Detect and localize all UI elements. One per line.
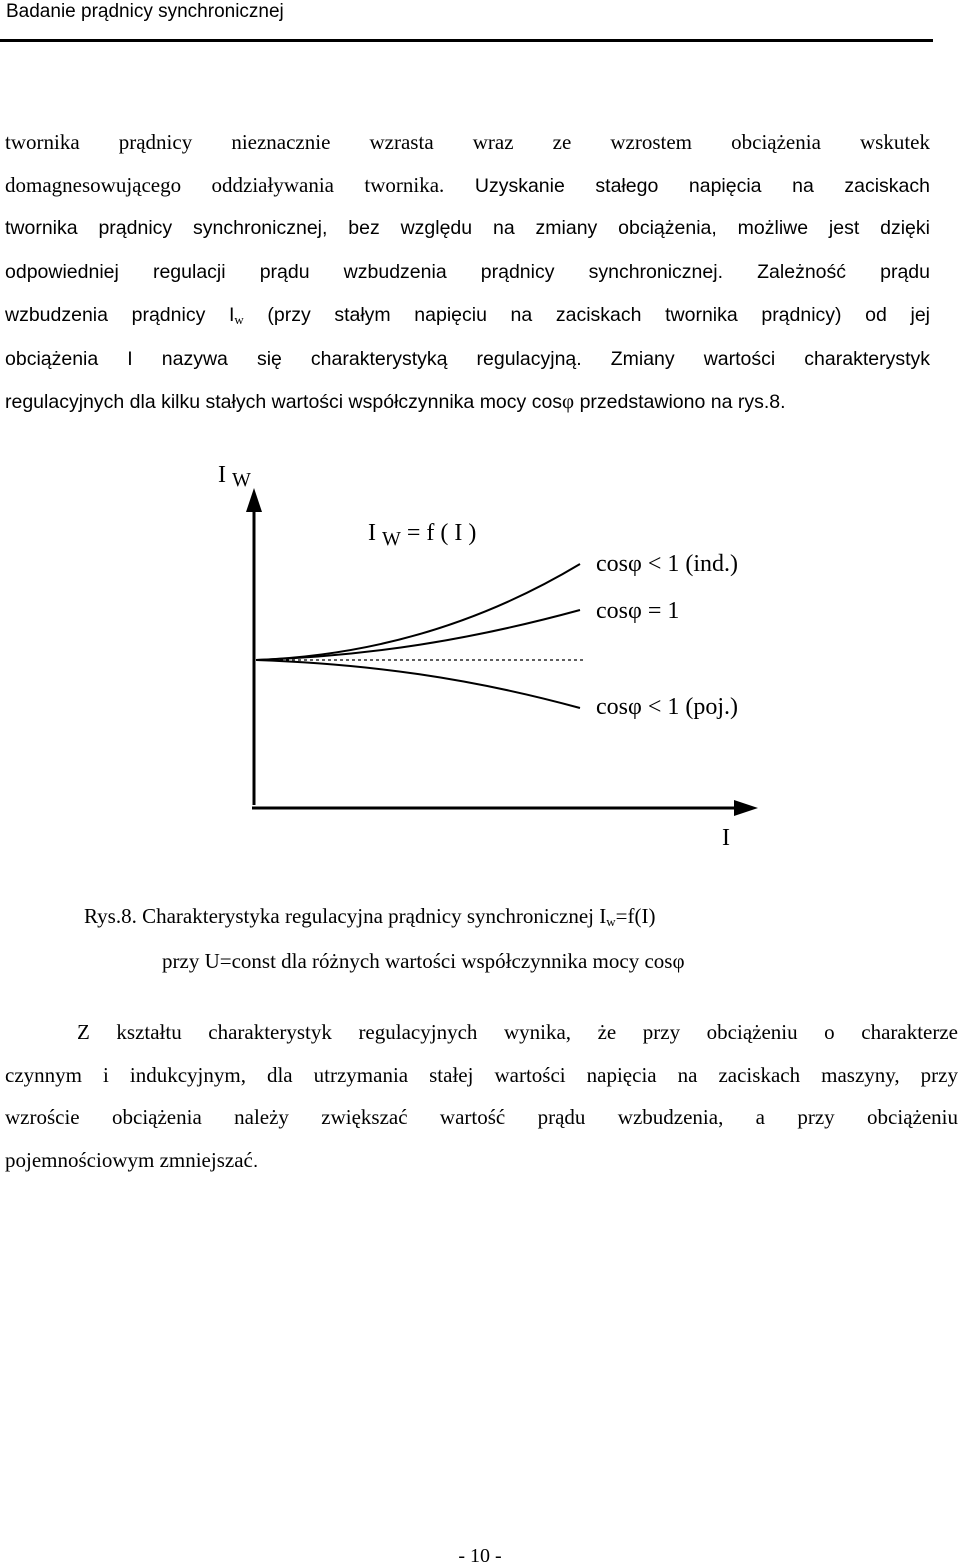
text-run: pojemnościowym zmniejszać [5, 1147, 253, 1172]
text-run: regulacyjnych dla kilku stałych wartości współczynnika mocy cos [5, 391, 563, 413]
formula-rest: = f ( I ) [400, 520, 477, 546]
paragraph-line: Z kształtu charakterystyk regulacyjnych wynika, że przy obciążeniu o charakterze [77, 1020, 958, 1044]
y-axis-label [218, 462, 251, 489]
text-run: obciążenia I nazywa się charakterystyką regulacyjną. [5, 347, 582, 370]
figure-caption-line-1 [84, 901, 960, 931]
formula-label [368, 520, 477, 550]
caption-text: przy U=const dla różnych wartości współczynnika mocy cos [162, 949, 673, 973]
phi-symbol: φ [562, 389, 575, 413]
text-run: domagnesowującego oddziaływania twornika. [5, 172, 445, 197]
curve-label-capacitive: cosφ < 1 (poj.) [596, 694, 739, 720]
x-axis-label: I [722, 825, 730, 851]
text-run: wzbudzenia prądnicy I [5, 304, 235, 326]
y-axis-subscript: W [232, 469, 251, 491]
paragraph-line [5, 293, 930, 337]
diagram [0, 450, 960, 870]
paragraph-line [5, 250, 930, 294]
y-axis-arrow [246, 488, 262, 512]
formula-symbol: I [368, 520, 376, 546]
paragraph-conclusion [5, 1011, 958, 1182]
text-run: Uzyskanie stałego napięcia na zaciskach [444, 174, 930, 197]
text-run: (przy stałym napięciu na zaciskach twornika prądnicy) od jej [243, 304, 930, 326]
page-number: - 10 - [458, 1545, 502, 1567]
paragraph-line [5, 1139, 958, 1183]
paragraph-line: twornika prądnicy synchronicznej, bez względu na zmiany obciążenia, możliwe jest dzięki [5, 217, 930, 239]
text-run: Zależność prądu [723, 260, 930, 283]
running-header: Badanie prądnicy synchronicznej [6, 1, 284, 22]
subscript: w [234, 312, 244, 327]
caption-text: =f(I) [615, 904, 656, 928]
paragraph-line [5, 380, 930, 424]
paragraph-line: czynnym i indukcyjnym, dla utrzymania stałej wartości napięcia na zaciskach maszyny, przy [5, 1062, 958, 1087]
x-axis-arrow [734, 800, 758, 816]
figure-regulation-characteristics [0, 450, 960, 870]
caption-text: Charakterystyka regulacyjna prądnicy synchronicznej I [136, 904, 607, 928]
text-run: odpowiedniej regulacji prądu wzbudzenia prądnicy synchronicznej. [5, 260, 724, 283]
curve-capacitive [256, 660, 580, 708]
paragraph-line [5, 164, 930, 208]
y-axis-symbol: I [218, 462, 226, 488]
text-run: . [252, 1149, 259, 1172]
paragraph-line: twornika prądnicy nieznacznie wzrasta wraz ze wzrostem obciążenia wskutek [5, 130, 930, 154]
text-run: przedstawiono na rys.8. [574, 391, 786, 413]
curve-label-inductive: cosφ < 1 (ind.) [596, 551, 739, 577]
subscript: w [606, 914, 616, 929]
phi-symbol: φ [672, 949, 685, 973]
text-run: Zmiany wartości charakterystyk [581, 347, 930, 370]
curve-label-resistive: cosφ = 1 [596, 598, 680, 624]
paragraph-line [5, 337, 930, 381]
formula-subscript: W [382, 528, 401, 550]
header-rule [0, 39, 933, 42]
caption-number: Rys.8. [84, 904, 137, 928]
figure-caption-line-2 [162, 946, 960, 976]
paragraph-intro [5, 121, 930, 424]
paragraph-line: wzroście obciążenia należy zwiększać wartość prądu wzbudzenia, a przy obciążeniu [5, 1105, 958, 1129]
